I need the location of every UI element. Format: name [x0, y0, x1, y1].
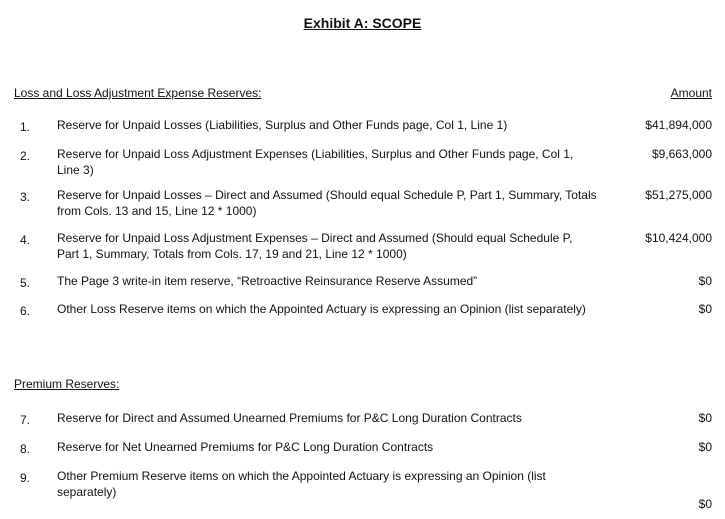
item-number: 8. [20, 442, 31, 456]
item-amount: $0 [698, 302, 712, 316]
item-amount: $10,424,000 [645, 231, 712, 245]
item-amount: $0 [698, 497, 712, 511]
item-number: 5. [20, 276, 31, 290]
page-title: Exhibit A: SCOPE [303, 15, 422, 31]
item-description: The Page 3 write-in item reserve, “Retroactive Reinsurance Reserve Assumed” [57, 274, 478, 288]
item-description: Reserve for Unpaid Loss Adjustment Expenses (Liabilities, Surplus and Other Funds page, Col 1, Line 3) [57, 147, 574, 177]
item-description: Other Premium Reserve items on which the Appointed Actuary is expressing an Opinion (list separately) [57, 469, 546, 499]
item-description: Reserve for Net Unearned Premiums for P&C Long Duration Contracts [57, 440, 434, 454]
item-amount: $41,894,000 [645, 118, 712, 132]
loss-section-heading: Loss and Loss Adjustment Expense Reserves: [14, 86, 262, 100]
item-description: Reserve for Unpaid Losses – Direct and Assumed (Should equal Schedule P, Part 1, Summary, Totals from Cols. 13 and 15, Line 12 * 1000) [57, 188, 597, 218]
item-number: 1. [20, 120, 31, 134]
item-description: Other Loss Reserve items on which the Appointed Actuary is expressing an Opinion (list separately) [57, 302, 586, 316]
item-description: Reserve for Direct and Assumed Unearned Premiums for P&C Long Duration Contracts [57, 411, 522, 425]
item-amount: $0 [698, 440, 712, 454]
item-amount: $0 [698, 411, 712, 425]
item-number: 3. [20, 190, 31, 204]
item-number: 9. [20, 471, 31, 485]
item-amount: $0 [698, 274, 712, 288]
item-number: 6. [20, 304, 31, 318]
item-description: Reserve for Unpaid Loss Adjustment Expenses – Direct and Assumed (Should equal Schedule P, Part 1, Summary, Totals from Cols. 17, 19 and 21, Line 12 * 1000) [57, 231, 573, 261]
item-number: 4. [20, 233, 31, 247]
amount-column-heading: Amount [670, 86, 712, 100]
item-description: Reserve for Unpaid Losses (Liabilities, Surplus and Other Funds page, Col 1, Line 1) [57, 118, 508, 132]
item-amount: $51,275,000 [645, 188, 712, 202]
item-number: 7. [20, 413, 31, 427]
premium-section-heading: Premium Reserves: [14, 377, 120, 391]
item-amount: $9,663,000 [651, 147, 712, 161]
item-number: 2. [20, 149, 31, 163]
